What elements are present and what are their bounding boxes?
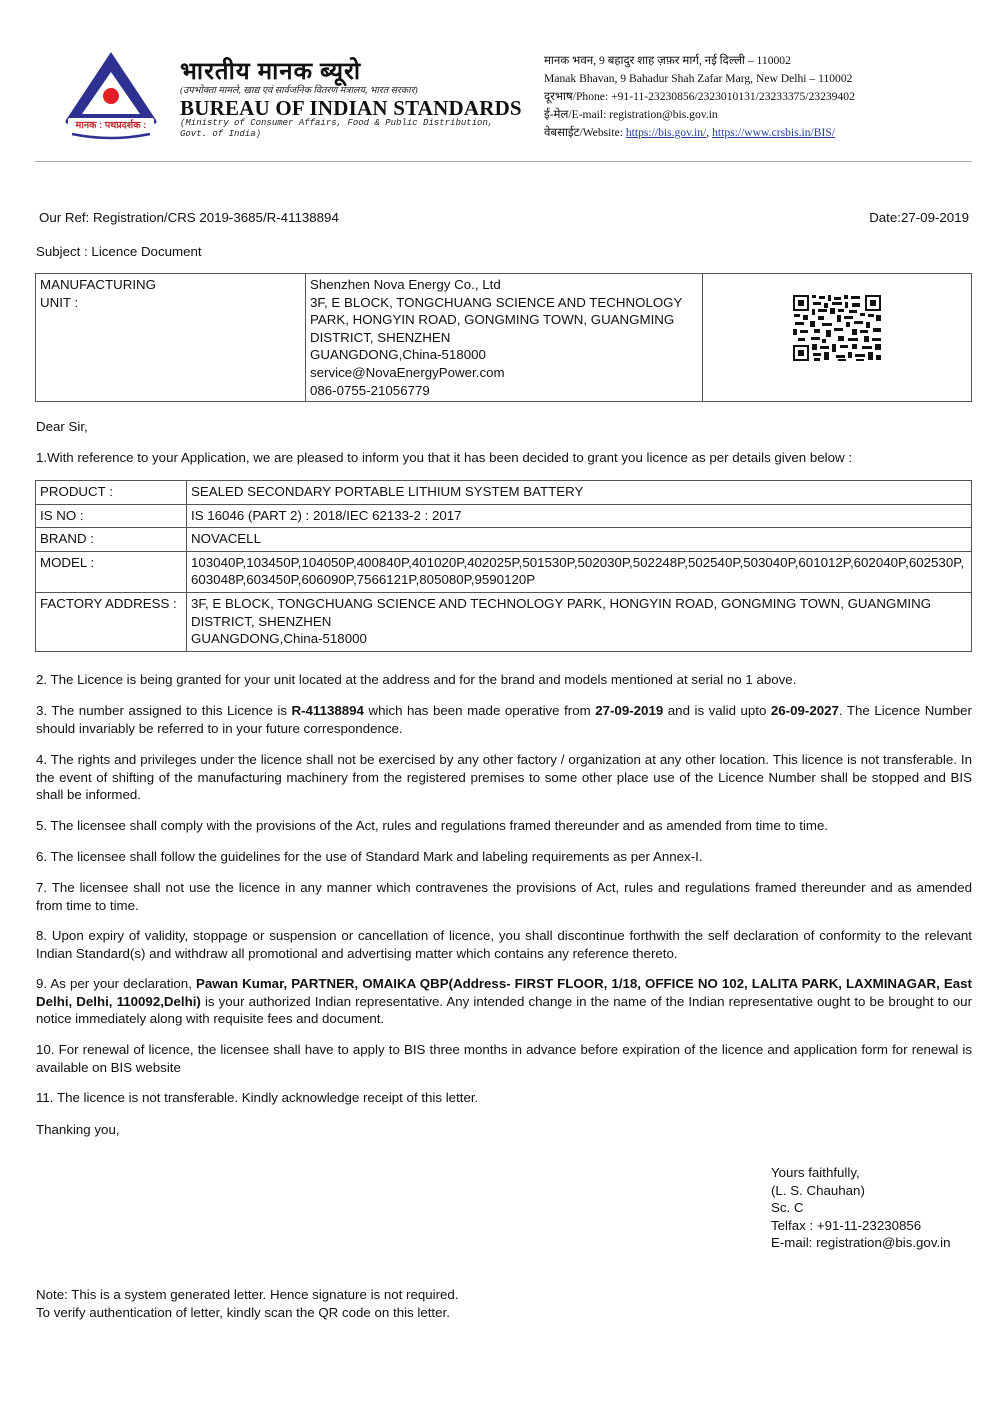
website-link-crsbis[interactable]: https://www.crsbis.in/BIS/ (712, 126, 836, 139)
table-row (36, 274, 972, 402)
manufacturing-unit-table (35, 273, 972, 402)
signatory-name: (L. S. Chauhan) (771, 1182, 865, 1198)
closing-line: Thanking you, (36, 1122, 120, 1137)
model-value: 103040P,103450P,104050P,400840P,401020P,402025P,501530P,502030P,502248P,502540P,503040P,601012P,602040P,602530P,603048P,603450P,606090P,7566121P,805080P,9590120P (187, 551, 972, 592)
paragraph-4: 4. The rights and privileges under the licence shall not be exercised by any other factory / organization at any other location. This licence is not transferable. In the event of shifting of the manufacturing machinery from the registered premises to some other place use of the Licence Number shall be stopped and BIS shall be informed. (36, 752, 972, 802)
product-value: SEALED SECONDARY PORTABLE LITHIUM SYSTEM BATTERY (187, 481, 972, 505)
logo-motto: मानक : पथप्रदर्शक : (75, 120, 147, 131)
org-subtitle-hindi: (उपभोक्ता मामले, खाद्य एवं सार्वजनिक वितरण मंत्रालय, भारत सरकार) (180, 86, 418, 96)
factory-address-line: GUANGDONG,China-518000 (191, 631, 367, 647)
text: is your authorized Indian representative. Any intended change in the name of the Indian representative ought to be brought to our notice immediately along with requisite fees and document. (36, 993, 973, 1026)
text: 9. As per your declaration, (36, 976, 196, 991)
letter-date: Date:27-09-2019 (869, 210, 969, 225)
product-label: PRODUCT : (36, 481, 187, 505)
qr-cell (703, 274, 972, 402)
email-address: registration@bis.gov.in (609, 108, 718, 121)
note-line: To verify authentication of letter, kindly scan the QR code on this letter. (36, 1304, 450, 1320)
address-line: PARK, HONGYIN ROAD, GONGMING TOWN, GUANGMING (310, 312, 675, 328)
label-text: MANUFACTURING UNIT : (40, 277, 156, 310)
factory-address-value (187, 592, 972, 651)
signatory-email: E-mail: registration@bis.gov.in (771, 1235, 951, 1250)
paragraph-11: 11. The licence is not transferable. Kindly acknowledge receipt of this letter. (36, 1090, 479, 1105)
manufacturing-unit-label (36, 274, 306, 402)
signatory-telfax: Telfax : +91-11-23230856 (771, 1217, 922, 1233)
text: which has been made operative from (363, 703, 596, 718)
is-no-value: IS 16046 (PART 2) : 2018/IEC 62133-2 : 2017 (187, 504, 972, 528)
text: and is valid upto (663, 703, 771, 718)
address-hindi: मानक भवन, 9 बहादुर शाह ज़फ़र मार्ग, नई दिल्ली – 110002 (544, 54, 791, 67)
paragraph-3 (36, 702, 972, 737)
brand-value: NOVACELL (187, 528, 972, 552)
licence-details-table (35, 480, 972, 652)
valid-to-date: 26-09-2027 (770, 703, 839, 718)
bis-logo (62, 48, 160, 140)
qr-code-icon[interactable] (792, 294, 882, 362)
paragraph-8: 8. Upon expiry of validity, stoppage or suspension or cancellation of licence, you shall discontinue forthwith the self declaration of conformity to the relevant Indian Standard(s) and withdraw all promotional and advertising matter which contains any reference thereto. (36, 928, 972, 961)
salutation: Dear Sir, (36, 419, 88, 434)
factory-address-label: FACTORY ADDRESS : (36, 592, 187, 651)
email-line (544, 106, 855, 124)
authorized-representative: Pawan Kumar, PARTNER, OMAIKA QBP(Address- FIRST FLOOR, 1/18, OFFICE NO 102, LALITA PARK, LAXMINAGAR, East Delhi, Delhi, 110092,Delhi) (36, 976, 972, 1009)
paragraph-7: 7. The licensee shall not use the licence in any manner which contravenes the provisions of Act, rules and regulations framed thereunder and as amended from time to time. (36, 880, 972, 913)
header-divider (35, 161, 972, 162)
signatory-designation: Sc. C (771, 1200, 804, 1215)
factory-address-line: 3F, E BLOCK, TONGCHUANG SCIENCE AND TECHNOLOGY PARK, HONGYIN ROAD, GONGMING TOWN, GUANGMING DISTRICT, SHENZHEN (191, 595, 932, 629)
text: . The Licence Number should invariably be referred to in your future correspondence. (36, 703, 972, 736)
text: 3. The number assigned to this Licence is (36, 703, 292, 718)
company-name: Shenzhen Nova Energy Co., Ltd (310, 277, 501, 292)
paragraph-5: 5. The licensee shall comply with the provisions of the Act, rules and regulations framed thereunder and as amended from time to time. (36, 818, 829, 833)
phone-numbers: +91-11-23230856/2323010131/23233375/23239402 (611, 90, 855, 103)
table-row (36, 504, 972, 528)
table-row (36, 528, 972, 552)
phone-label: दूरभाष/Phone: (544, 90, 609, 103)
subject-line: Subject : Licence Document (36, 244, 202, 259)
company-email: service@NovaEnergyPower.com (310, 364, 505, 380)
table-row (36, 551, 972, 592)
paragraph-9 (36, 975, 972, 1028)
paragraph-1: 1.With reference to your Application, we are pleased to inform you that it has been decided to grant you licence as per details given below : (36, 450, 853, 465)
manufacturing-unit-address (306, 274, 703, 402)
paragraph-6: 6. The licensee shall follow the guidelines for the use of Standard Mark and labeling requirements as per Annex-I. (36, 849, 703, 864)
footer-note (36, 1286, 459, 1321)
address-english: Manak Bhavan, 9 Bahadur Shah Zafar Marg, New Delhi – 110002 (544, 72, 853, 85)
sign-off: Yours faithfully, (771, 1165, 860, 1180)
signature-block (771, 1164, 951, 1252)
table-row (36, 592, 972, 651)
valid-from-date: 27-09-2019 (595, 703, 664, 718)
email-label: ई-मेल/E-mail: (544, 108, 607, 121)
table-row (36, 481, 972, 505)
brand-label: BRAND : (36, 528, 187, 552)
website-line (544, 124, 855, 142)
address-line: DISTRICT, SHENZHEN (310, 329, 451, 345)
reference-number: Our Ref: Registration/CRS 2019-3685/R-41138894 (39, 210, 339, 225)
address-line: 3F, E BLOCK, TONGCHUANG SCIENCE AND TECHNOLOGY (310, 294, 683, 310)
org-contact-block (544, 52, 855, 142)
website-separator: , (706, 126, 710, 139)
phone-line (544, 88, 855, 106)
website-link-bis[interactable]: https://bis.gov.in/ (625, 126, 707, 139)
note-line: Note: This is a system generated letter. Hence signature is not required. (36, 1287, 459, 1302)
org-title-hindi: भारतीय मानक ब्यूरो (180, 59, 362, 85)
address-line: GUANGDONG,China-518000 (310, 347, 486, 363)
website-label: वेबसाईट/Website: (544, 126, 623, 139)
paragraph-2: 2. The Licence is being granted for your unit located at the address and for the brand and models mentioned at serial no 1 above. (36, 672, 797, 687)
org-subtitle-english: (Ministry of Consumer Affairs, Food & Public Distribution, Govt. of India) (180, 118, 494, 139)
licence-number: R-41138894 (291, 703, 364, 718)
is-no-label: IS NO : (36, 504, 187, 528)
org-title-english: BUREAU OF INDIAN STANDARDS (180, 96, 522, 120)
paragraph-10: 10. For renewal of licence, the licensee shall have to apply to BIS three months in advance before expiration of the licence and application form for renewal is available on BIS website (36, 1042, 972, 1075)
company-phone: 086-0755-21056779 (310, 382, 430, 398)
model-label: MODEL : (36, 551, 187, 592)
